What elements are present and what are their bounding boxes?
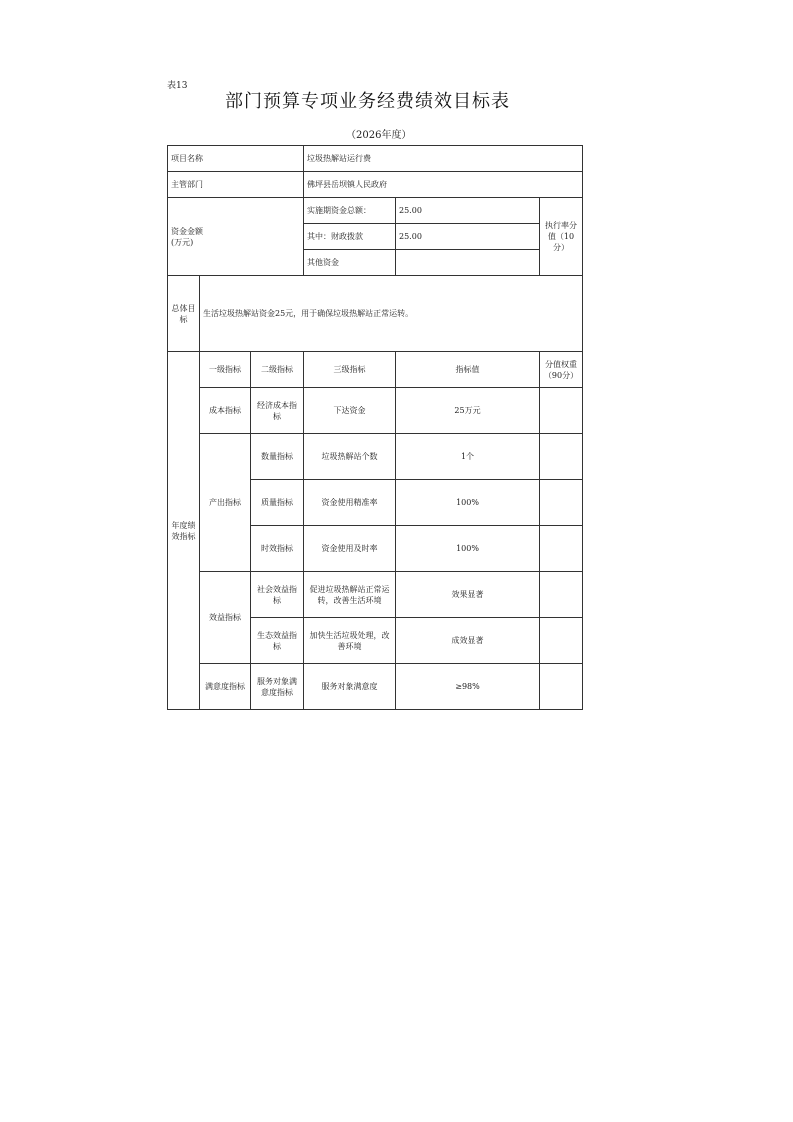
satisfaction-indicator-label: 满意度指标 (200, 664, 251, 710)
overall-goal-text: 生活垃圾热解站资金25元，用于确保垃圾热解站正常运转。 (200, 276, 583, 352)
table-row (168, 388, 583, 434)
funds-total-row (168, 198, 583, 224)
funds-label: 资金金额 (万元) (168, 198, 304, 276)
satisfaction-level2: 服务对象满意度指标 (251, 664, 304, 710)
project-name-row (168, 146, 583, 172)
benefit-weight (540, 572, 583, 618)
output-level2: 时效指标 (251, 526, 304, 572)
benefit-level3: 加快生活垃圾处理，改善环境 (304, 618, 396, 664)
output-level3: 资金使用精准率 (304, 480, 396, 526)
project-name-value: 垃圾热解站运行费 (304, 146, 583, 172)
benefit-weight (540, 618, 583, 664)
other-funds-label: 其他资金 (304, 250, 396, 276)
page-title: 部门预算专项业务经费绩效目标表 (225, 91, 510, 112)
satisfaction-value: ≥98% (396, 664, 540, 710)
benefit-value: 成效显著 (396, 618, 540, 664)
output-weight (540, 480, 583, 526)
output-level3: 垃圾热解站个数 (304, 434, 396, 480)
execution-rate-label: 执行率分值（10分） (540, 198, 583, 276)
output-value: 1个 (396, 434, 540, 480)
fiscal-funds-value: 25.00 (396, 224, 540, 250)
department-label: 主管部门 (168, 172, 304, 198)
output-value: 100% (396, 480, 540, 526)
department-row (168, 172, 583, 198)
output-level2: 数量指标 (251, 434, 304, 480)
output-indicator-label: 产出指标 (200, 434, 251, 572)
satisfaction-weight (540, 664, 583, 710)
total-funds-value: 25.00 (396, 198, 540, 224)
cost-weight (540, 388, 583, 434)
header-weight: 分值权重（90分） (540, 352, 583, 388)
performance-target-table (167, 145, 583, 710)
annual-indicators-label: 年度绩效指标 (168, 352, 200, 710)
output-weight (540, 434, 583, 480)
output-level2: 质量指标 (251, 480, 304, 526)
table-row (168, 434, 583, 480)
header-value: 指标值 (396, 352, 540, 388)
cost-indicator-label: 成本指标 (200, 388, 251, 434)
benefit-value: 效果显著 (396, 572, 540, 618)
header-level1: 一级指标 (200, 352, 251, 388)
department-value: 佛坪县岳坝镇人民政府 (304, 172, 583, 198)
output-level3: 资金使用及时率 (304, 526, 396, 572)
satisfaction-level3: 服务对象满意度 (304, 664, 396, 710)
header-level2: 二级指标 (251, 352, 304, 388)
total-funds-label: 实施期资金总额： (304, 198, 396, 224)
project-name-label: 项目名称 (168, 146, 304, 172)
benefit-level3: 促进垃圾热解站正常运转，改善生活环境 (304, 572, 396, 618)
output-value: 100% (396, 526, 540, 572)
benefit-indicator-label: 效益指标 (200, 572, 251, 664)
other-funds-value (396, 250, 540, 276)
fiscal-funds-label: 其中：财政拨款 (304, 224, 396, 250)
table-row (168, 664, 583, 710)
cost-level2: 经济成本指标 (251, 388, 304, 434)
table-row (168, 572, 583, 618)
cost-value: 25万元 (396, 388, 540, 434)
fiscal-year: （2026年度） (346, 130, 412, 141)
benefit-level2: 生态效益指标 (251, 618, 304, 664)
header-level3: 三级指标 (304, 352, 396, 388)
table-number: 表13 (167, 81, 188, 91)
indicator-header-row (168, 352, 583, 388)
output-weight (540, 526, 583, 572)
overall-goal-label: 总体目标 (168, 276, 200, 352)
cost-level3: 下达资金 (304, 388, 396, 434)
overall-goal-row (168, 276, 583, 352)
benefit-level2: 社会效益指标 (251, 572, 304, 618)
